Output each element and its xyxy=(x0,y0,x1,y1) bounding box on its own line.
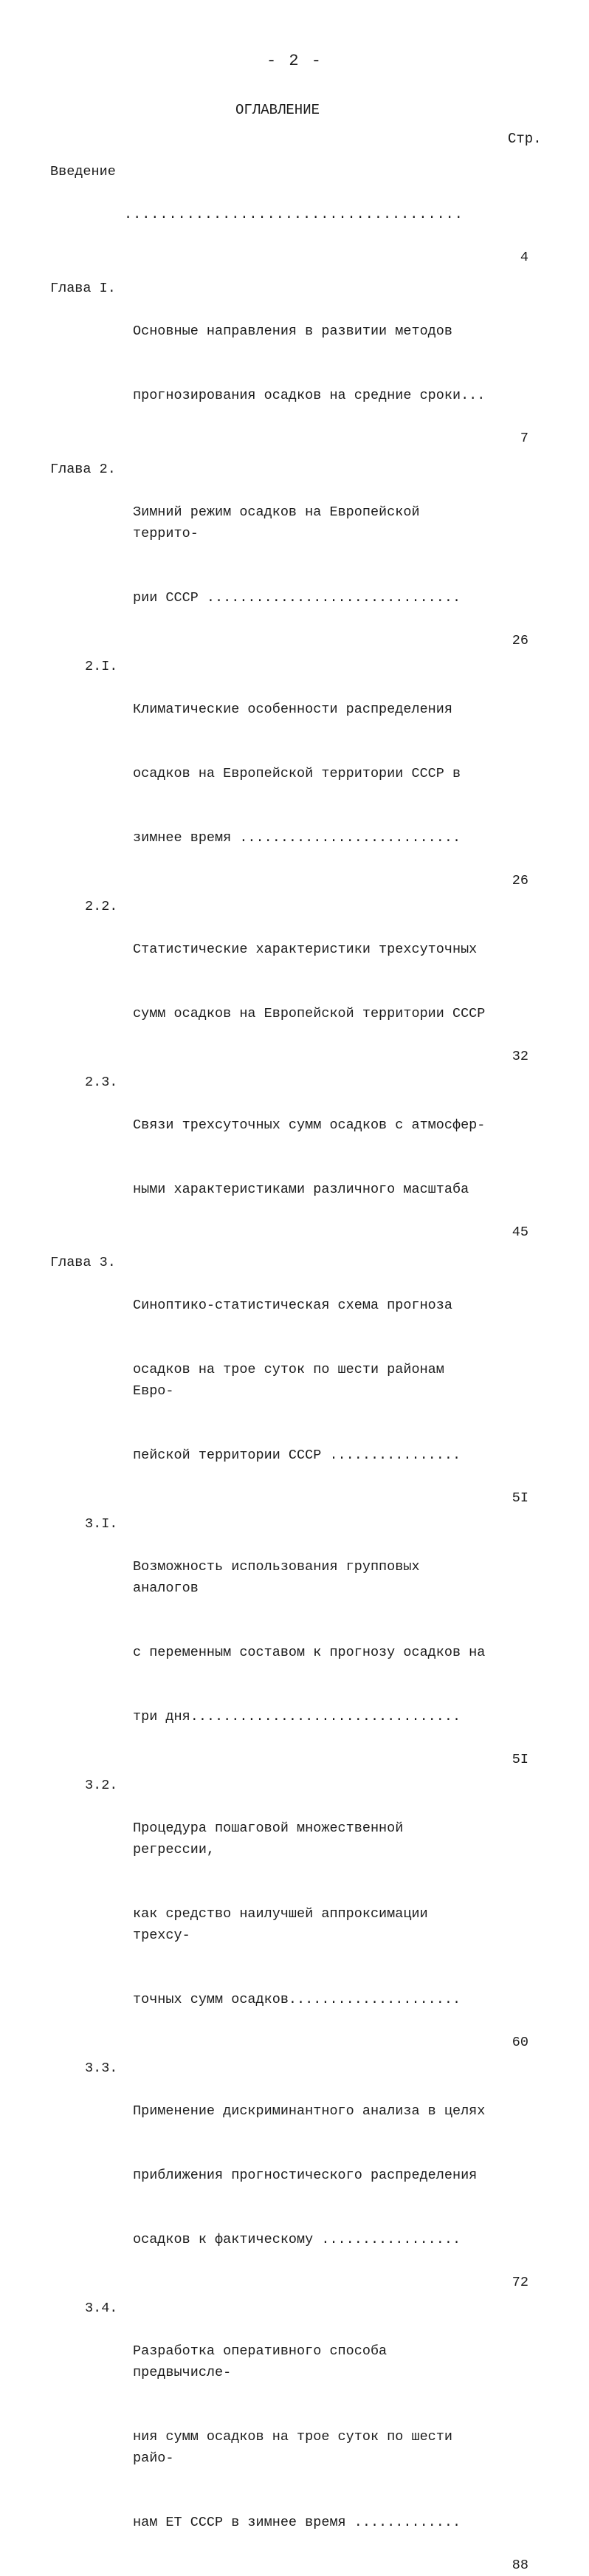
toc-entry-3-2[interactable] xyxy=(0,1775,589,2053)
entry-line: прогнозирования осадков на средние сроки... xyxy=(133,388,486,403)
entry-line: сумм осадков на Европейской территории СССР xyxy=(133,1006,486,1021)
entry-line: рии СССР ............................... xyxy=(133,590,461,606)
entry-page: 5I xyxy=(512,1490,528,1506)
entry-page: 5I xyxy=(512,1752,528,1767)
entry-line: Зимний режим осадков на Европейской террито- xyxy=(133,504,428,541)
entry-page: 4 xyxy=(520,250,528,265)
entry-page: 26 xyxy=(512,633,528,648)
entry-line: ными характеристиками различного масштаба xyxy=(133,1182,469,1197)
entry-number: Введение xyxy=(50,164,116,179)
entry-line: три дня................................. xyxy=(133,1709,461,1724)
entry-line: Применение дискриминантного анализа в целях xyxy=(133,2103,486,2119)
toc-entry-2-2[interactable] xyxy=(0,896,589,1067)
entry-line: с переменным составом к прогнозу осадков на xyxy=(133,1645,486,1660)
entry-line: Возможность использования групповых аналогов xyxy=(133,1559,428,1596)
entry-page: 7 xyxy=(520,431,528,446)
entry-line: осадков на трое суток по шести районам Евро- xyxy=(133,1362,452,1399)
entry-line: нам ЕТ СССР в зимнее время ............. xyxy=(133,2515,461,2530)
entry-page: 60 xyxy=(512,2035,528,2050)
entry-line: точных сумм осадков..................... xyxy=(133,1992,461,2007)
entry-number: 3.2. xyxy=(85,1778,118,1793)
entry-line: зимнее время ........................... xyxy=(133,830,461,846)
toc-entry-3-4[interactable] xyxy=(0,2298,589,2576)
entry-number: 2.3. xyxy=(85,1075,118,1090)
toc-entry-chapter-1[interactable] xyxy=(0,278,589,449)
toc-entry-3-3[interactable] xyxy=(0,2058,589,2293)
entry-line: как средство наилучшей аппроксимации трехсу- xyxy=(133,1906,436,1943)
entry-line: ...................................... xyxy=(124,207,464,222)
toc-entry-3-1[interactable] xyxy=(0,1513,589,1770)
entry-number: 2.I. xyxy=(85,659,118,674)
page-number: - 2 - xyxy=(266,52,323,70)
entry-page: 72 xyxy=(512,2275,528,2290)
table-of-contents xyxy=(0,161,589,2576)
entry-line: Климатические особенности распределения xyxy=(133,702,452,717)
entry-page: 26 xyxy=(512,873,528,888)
entry-line: Разработка оперативного способа предвычисле- xyxy=(133,2343,396,2380)
entry-line: осадков на Европейской территории СССР в xyxy=(133,766,461,781)
entry-line: приближения прогностического распределения xyxy=(133,2168,478,2183)
entry-number: Глава 3. xyxy=(50,1255,116,1270)
toc-entry-chapter-2[interactable] xyxy=(0,459,589,651)
entry-page: 45 xyxy=(512,1224,528,1240)
toc-entry-2-3[interactable] xyxy=(0,1072,589,1243)
entry-number: 3.3. xyxy=(85,2061,118,2076)
entry-number: 3.4. xyxy=(85,2301,118,2316)
toc-entry-chapter-3[interactable] xyxy=(0,1252,589,1509)
entry-line: ния сумм осадков на трое суток по шести райо- xyxy=(133,2429,461,2466)
toc-entry-2-1[interactable] xyxy=(0,656,589,891)
entry-page: 88 xyxy=(512,2558,528,2573)
entry-line: осадков к фактическому ................. xyxy=(133,2232,461,2247)
entry-page: 32 xyxy=(512,1049,528,1064)
entry-line: Основные направления в развитии методов xyxy=(133,323,452,339)
entry-number: 2.2. xyxy=(85,899,118,914)
entry-line: Статистические характеристики трехсуточных xyxy=(133,942,478,957)
entry-number: Глава I. xyxy=(50,281,116,296)
entry-line: Связи трехсуточных сумм осадков с атмосфер- xyxy=(133,1117,486,1133)
page-column-header: Стр. xyxy=(508,131,542,147)
entry-line: Процедура пошаговой множественной регрессии, xyxy=(133,1820,412,1857)
entry-line: пейской территории СССР ................ xyxy=(133,1448,461,1463)
toc-entry-introduction[interactable] xyxy=(0,161,589,268)
entry-number: Глава 2. xyxy=(50,462,116,477)
entry-line: Синоптико-статистическая схема прогноза xyxy=(133,1298,452,1313)
entry-number: 3.I. xyxy=(85,1516,118,1532)
toc-title: ОГЛАВЛЕНИЕ xyxy=(235,102,320,118)
